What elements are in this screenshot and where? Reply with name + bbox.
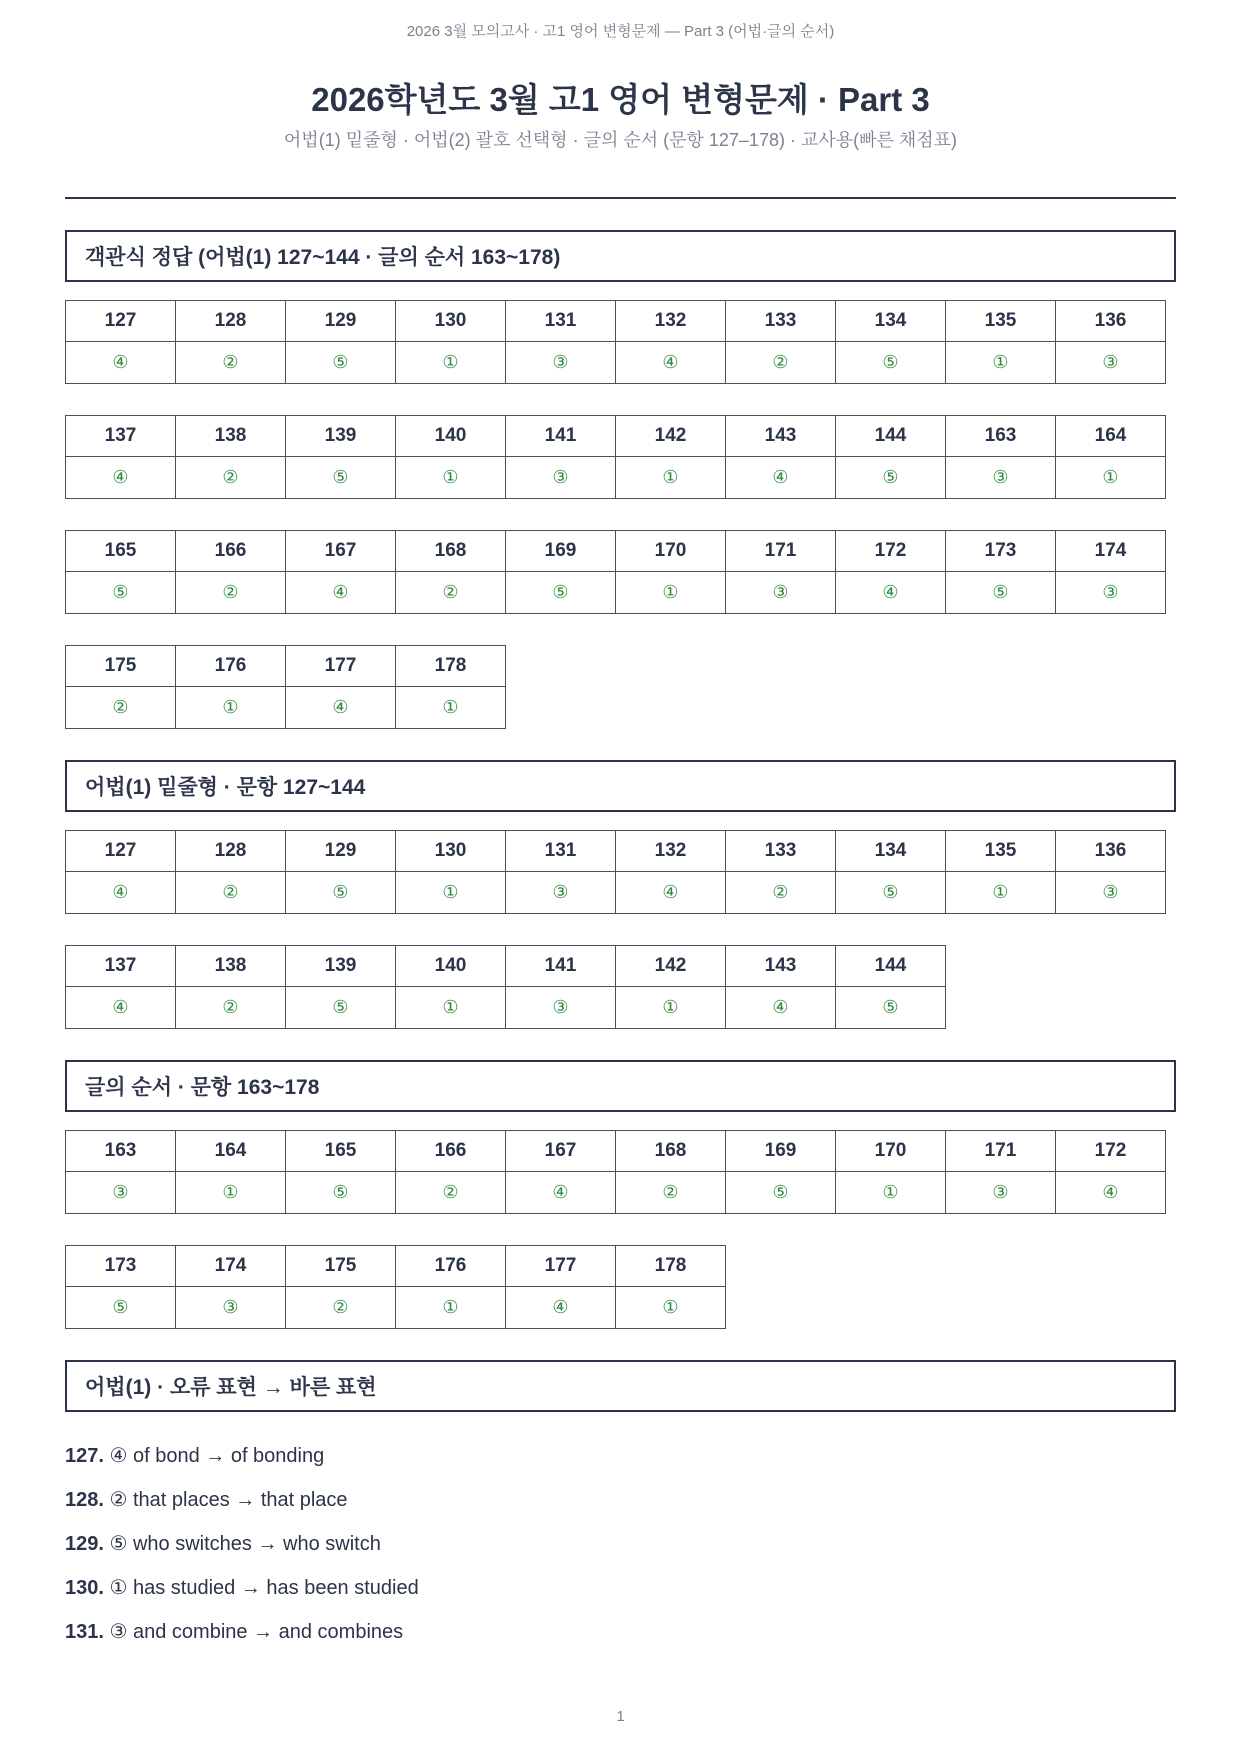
question-number-cell: 135 [946, 831, 1056, 872]
answer-cell: ① [396, 872, 506, 914]
question-number-row [66, 416, 1166, 457]
answer-cell: ① [396, 1287, 506, 1329]
correction-item [65, 1434, 1176, 1478]
answer-cell: ③ [176, 1287, 286, 1329]
question-number-cell: 174 [1056, 531, 1166, 572]
question-number-cell: 140 [396, 416, 506, 457]
correction-number: 128. [65, 1489, 104, 1511]
answer-cell: ③ [506, 872, 616, 914]
answer-cell: ① [396, 687, 506, 729]
answer-cell: ④ [726, 457, 836, 499]
question-number-cell: 168 [396, 531, 506, 572]
answer-row [66, 872, 1166, 914]
answer-cell: ② [176, 987, 286, 1029]
question-number-row [66, 646, 506, 687]
question-number-cell: 141 [506, 416, 616, 457]
correction-text: ② that places → that place [103, 1489, 348, 1511]
question-number-cell: 170 [616, 531, 726, 572]
answer-cell: ① [616, 987, 726, 1029]
question-number-cell: 177 [286, 646, 396, 687]
question-number-cell: 132 [616, 301, 726, 342]
answer-cell: ② [726, 872, 836, 914]
answer-cell: ④ [286, 572, 396, 614]
answer-grid [65, 1130, 1176, 1329]
question-number-cell: 166 [396, 1131, 506, 1172]
answer-cell: ⑤ [946, 572, 1056, 614]
answer-cell: ② [286, 1287, 396, 1329]
question-number-cell: 131 [506, 301, 616, 342]
correction-item [65, 1610, 1176, 1654]
question-number-row [66, 531, 1166, 572]
answer-cell: ③ [946, 1172, 1056, 1214]
answer-cell: ⑤ [286, 872, 396, 914]
question-number-cell: 137 [66, 946, 176, 987]
question-number-cell: 176 [396, 1246, 506, 1287]
answer-cell: ⑤ [836, 872, 946, 914]
answer-cell: ④ [66, 987, 176, 1029]
question-number-cell: 138 [176, 946, 286, 987]
question-number-cell: 168 [616, 1131, 726, 1172]
question-number-cell: 172 [1056, 1131, 1166, 1172]
answer-cell: ④ [66, 342, 176, 384]
question-number-cell: 171 [726, 531, 836, 572]
answer-cell: ③ [506, 342, 616, 384]
question-number-cell: 142 [616, 946, 726, 987]
answer-grid [65, 300, 1176, 729]
answer-cell: ③ [506, 987, 616, 1029]
answer-cell: ② [176, 457, 286, 499]
question-number-cell: 169 [506, 531, 616, 572]
question-number-cell: 164 [176, 1131, 286, 1172]
answer-cell: ④ [66, 872, 176, 914]
question-number-cell: 178 [396, 646, 506, 687]
question-number-cell: 142 [616, 416, 726, 457]
question-number-cell: 167 [286, 531, 396, 572]
answer-cell: ⑤ [286, 342, 396, 384]
answer-cell: ② [176, 872, 286, 914]
question-number-cell: 173 [946, 531, 1056, 572]
answer-cell: ⑤ [836, 342, 946, 384]
question-number-cell: 144 [836, 416, 946, 457]
question-number-cell: 132 [616, 831, 726, 872]
question-number-cell: 170 [836, 1131, 946, 1172]
question-number-cell: 129 [286, 831, 396, 872]
answer-cell: ⑤ [286, 457, 396, 499]
document-body [65, 230, 1176, 1654]
question-number-cell: 133 [726, 831, 836, 872]
answer-cell: ③ [726, 572, 836, 614]
answer-cell: ③ [1056, 572, 1166, 614]
answer-cell: ⑤ [66, 1287, 176, 1329]
question-number-cell: 131 [506, 831, 616, 872]
answer-cell: ① [946, 342, 1056, 384]
question-number-cell: 165 [66, 531, 176, 572]
answer-cell: ④ [836, 572, 946, 614]
answer-cell: ④ [726, 987, 836, 1029]
answer-cell: ④ [286, 687, 396, 729]
answer-cell: ② [396, 1172, 506, 1214]
answer-cell: ② [66, 687, 176, 729]
question-number-cell: 127 [66, 301, 176, 342]
answer-table [65, 945, 946, 1029]
question-number-cell: 143 [726, 946, 836, 987]
answer-sections [65, 230, 1176, 1329]
answer-row [66, 987, 946, 1029]
question-number-cell: 129 [286, 301, 396, 342]
question-number-cell: 177 [506, 1246, 616, 1287]
answer-table [65, 300, 1166, 384]
answer-cell: ③ [506, 457, 616, 499]
question-number-cell: 173 [66, 1246, 176, 1287]
question-number-cell: 163 [66, 1131, 176, 1172]
answer-cell: ② [616, 1172, 726, 1214]
question-number-cell: 140 [396, 946, 506, 987]
question-number-row [66, 1246, 726, 1287]
answer-cell: ① [616, 1287, 726, 1329]
correction-number: 130. [65, 1577, 104, 1599]
answer-row [66, 457, 1166, 499]
answer-cell: ① [396, 342, 506, 384]
answer-row [66, 687, 506, 729]
question-number-cell: 143 [726, 416, 836, 457]
answer-cell: ② [396, 572, 506, 614]
question-number-row [66, 946, 946, 987]
question-number-cell: 137 [66, 416, 176, 457]
answer-cell: ⑤ [726, 1172, 836, 1214]
question-number-cell: 127 [66, 831, 176, 872]
question-number-cell: 163 [946, 416, 1056, 457]
correction-number: 131. [65, 1621, 104, 1643]
question-number-cell: 174 [176, 1246, 286, 1287]
answer-cell: ① [396, 457, 506, 499]
answer-cell: ③ [1056, 872, 1166, 914]
correction-text: ⑤ who switches → who switch [103, 1533, 381, 1555]
question-number-cell: 166 [176, 531, 286, 572]
answer-row [66, 572, 1166, 614]
answer-cell: ⑤ [836, 987, 946, 1029]
section-heading-corrections: 어법(1) · 오류 표현 → 바른 표현 [65, 1360, 1176, 1412]
correction-item [65, 1522, 1176, 1566]
answer-table [65, 415, 1166, 499]
question-number-cell: 133 [726, 301, 836, 342]
answer-cell: ① [836, 1172, 946, 1214]
answer-cell: ④ [506, 1287, 616, 1329]
answer-cell: ① [616, 457, 726, 499]
answer-table [65, 1130, 1166, 1214]
answer-cell: ④ [616, 872, 726, 914]
answer-cell: ⑤ [286, 1172, 396, 1214]
question-number-cell: 134 [836, 301, 946, 342]
question-number-row [66, 831, 1166, 872]
page-subtitle: 어법(1) 밑줄형 · 어법(2) 괄호 선택형 · 글의 순서 (문항 127–178) · 교사용(빠른 채점표) [283, 130, 958, 150]
question-number-cell: 172 [836, 531, 946, 572]
title-divider [65, 197, 1176, 199]
question-number-cell: 135 [946, 301, 1056, 342]
question-number-cell: 134 [836, 831, 946, 872]
answer-cell: ① [176, 687, 286, 729]
question-number-cell: 171 [946, 1131, 1056, 1172]
question-number-cell: 128 [176, 301, 286, 342]
page-title: 2026학년도 3월 고1 영어 변형문제 · Part 3 [311, 81, 930, 118]
running-header: 2026 3월 모의고사 · 고1 영어 변형문제 — Part 3 (어법·글의 순서) [406, 23, 835, 40]
correction-text: ① has studied → has been studied [103, 1577, 419, 1599]
question-number-cell: 176 [176, 646, 286, 687]
question-number-cell: 136 [1056, 301, 1166, 342]
answer-cell: ④ [66, 457, 176, 499]
question-number-cell: 144 [836, 946, 946, 987]
question-number-cell: 139 [286, 946, 396, 987]
question-number-cell: 165 [286, 1131, 396, 1172]
page-number: 1 [616, 1708, 625, 1725]
answer-cell: ⑤ [286, 987, 396, 1029]
section-heading: 객관식 정답 (어법(1) 127~144 · 글의 순서 163~178) [65, 230, 1176, 282]
question-number-cell: 141 [506, 946, 616, 987]
answer-cell: ④ [616, 342, 726, 384]
correction-text: ③ and combine → and combines [103, 1621, 404, 1643]
question-number-cell: 175 [286, 1246, 396, 1287]
corrections-list [65, 1434, 1176, 1654]
question-number-row [66, 1131, 1166, 1172]
question-number-cell: 130 [396, 301, 506, 342]
answer-table [65, 1245, 726, 1329]
answer-table [65, 530, 1166, 614]
answer-cell: ⑤ [66, 572, 176, 614]
correction-text: ④ of bond → of bonding [103, 1445, 325, 1467]
question-number-cell: 167 [506, 1131, 616, 1172]
question-number-cell: 164 [1056, 416, 1166, 457]
answer-cell: ⑤ [836, 457, 946, 499]
question-number-cell: 169 [726, 1131, 836, 1172]
answer-cell: ① [176, 1172, 286, 1214]
question-number-cell: 130 [396, 831, 506, 872]
answer-table [65, 830, 1166, 914]
answer-cell: ④ [1056, 1172, 1166, 1214]
answer-row [66, 342, 1166, 384]
section-heading: 어법(1) 밑줄형 · 문항 127~144 [65, 760, 1176, 812]
answer-cell: ① [396, 987, 506, 1029]
section-heading: 글의 순서 · 문항 163~178 [65, 1060, 1176, 1112]
answer-cell: ② [176, 342, 286, 384]
answer-cell: ② [176, 572, 286, 614]
answer-grid [65, 830, 1176, 1029]
question-number-cell: 178 [616, 1246, 726, 1287]
correction-item [65, 1478, 1176, 1522]
answer-cell: ① [1056, 457, 1166, 499]
answer-table [65, 645, 506, 729]
question-number-cell: 128 [176, 831, 286, 872]
question-number-cell: 139 [286, 416, 396, 457]
question-number-cell: 136 [1056, 831, 1166, 872]
answer-row [66, 1172, 1166, 1214]
answer-cell: ④ [506, 1172, 616, 1214]
answer-cell: ⑤ [506, 572, 616, 614]
question-number-cell: 138 [176, 416, 286, 457]
answer-cell: ③ [946, 457, 1056, 499]
answer-cell: ① [616, 572, 726, 614]
answer-cell: ③ [1056, 342, 1166, 384]
answer-row [66, 1287, 726, 1329]
question-number-row [66, 301, 1166, 342]
correction-number: 129. [65, 1533, 104, 1555]
question-number-cell: 175 [66, 646, 176, 687]
correction-item [65, 1566, 1176, 1610]
correction-number: 127. [65, 1445, 104, 1467]
answer-cell: ③ [66, 1172, 176, 1214]
answer-cell: ① [946, 872, 1056, 914]
answer-cell: ② [726, 342, 836, 384]
